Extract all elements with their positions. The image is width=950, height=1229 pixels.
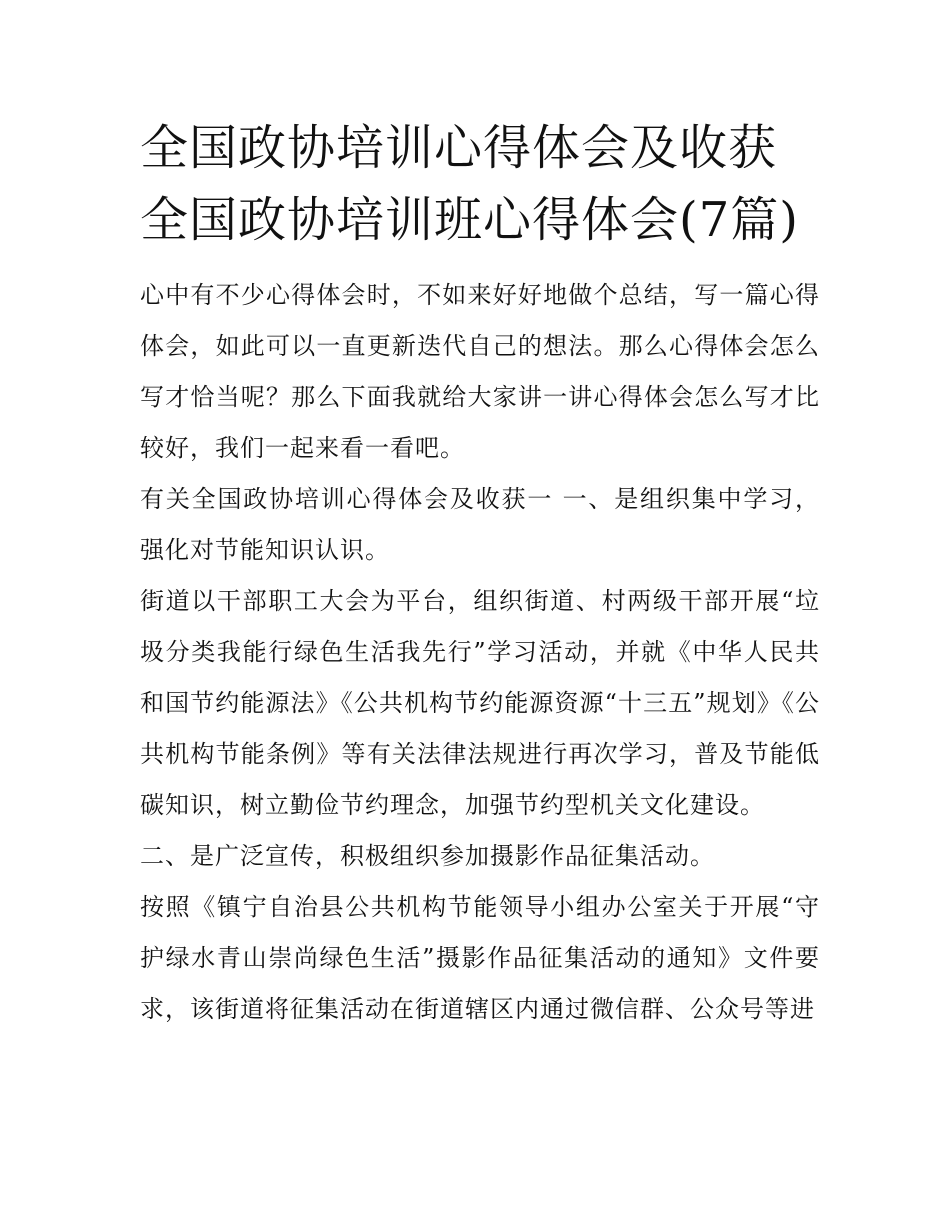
paragraph-section-two-body: 按照《镇宁自治县公共机构节能领导小组办公室关于开展“守护绿水青山崇尚绿色生活”摄影作品征集活动的通知》文件要求，该街道将征集活动在街道辖区内通过微信群、公众号等进 <box>140 893 820 1023</box>
paragraph-intro: 心中有不少心得体会时，不如来好好地做个总结，写一篇心得体会，如此可以一直更新迭代自己的想法。那么心得体会怎么写才恰当呢？那么下面我就给大家讲一讲心得体会怎么写才比较好，我们一起来看一看吧。 <box>140 281 820 462</box>
paragraph-section-two-heading: 二、是广泛宣传，积极组织参加摄影作品征集活动。 <box>140 842 715 870</box>
document-title: 全国政协培训心得体会及收获全国政协培训班心得体会(7篇) <box>140 120 799 248</box>
paragraph-section-one-body: 街道以干部职工大会为平台，组织街道、村两级干部开展“垃圾分类我能行绿色生活我先行”学习活动，并就《中华人民共和国节约能源法》《公共机构节约能源资源“十三五”规划》《公共机构节能条例》等有关法律法规进行再次学习，普及节能低碳知识，树立勤俭节约理念，加强节约型机关文化建设。 <box>140 587 820 819</box>
document-body <box>140 270 820 1035</box>
paragraph-section-one-heading: 有关全国政协培训心得体会及收获一 一、是组织集中学习，强化对节能知识认识。 <box>140 485 820 564</box>
document-page <box>140 112 820 1035</box>
